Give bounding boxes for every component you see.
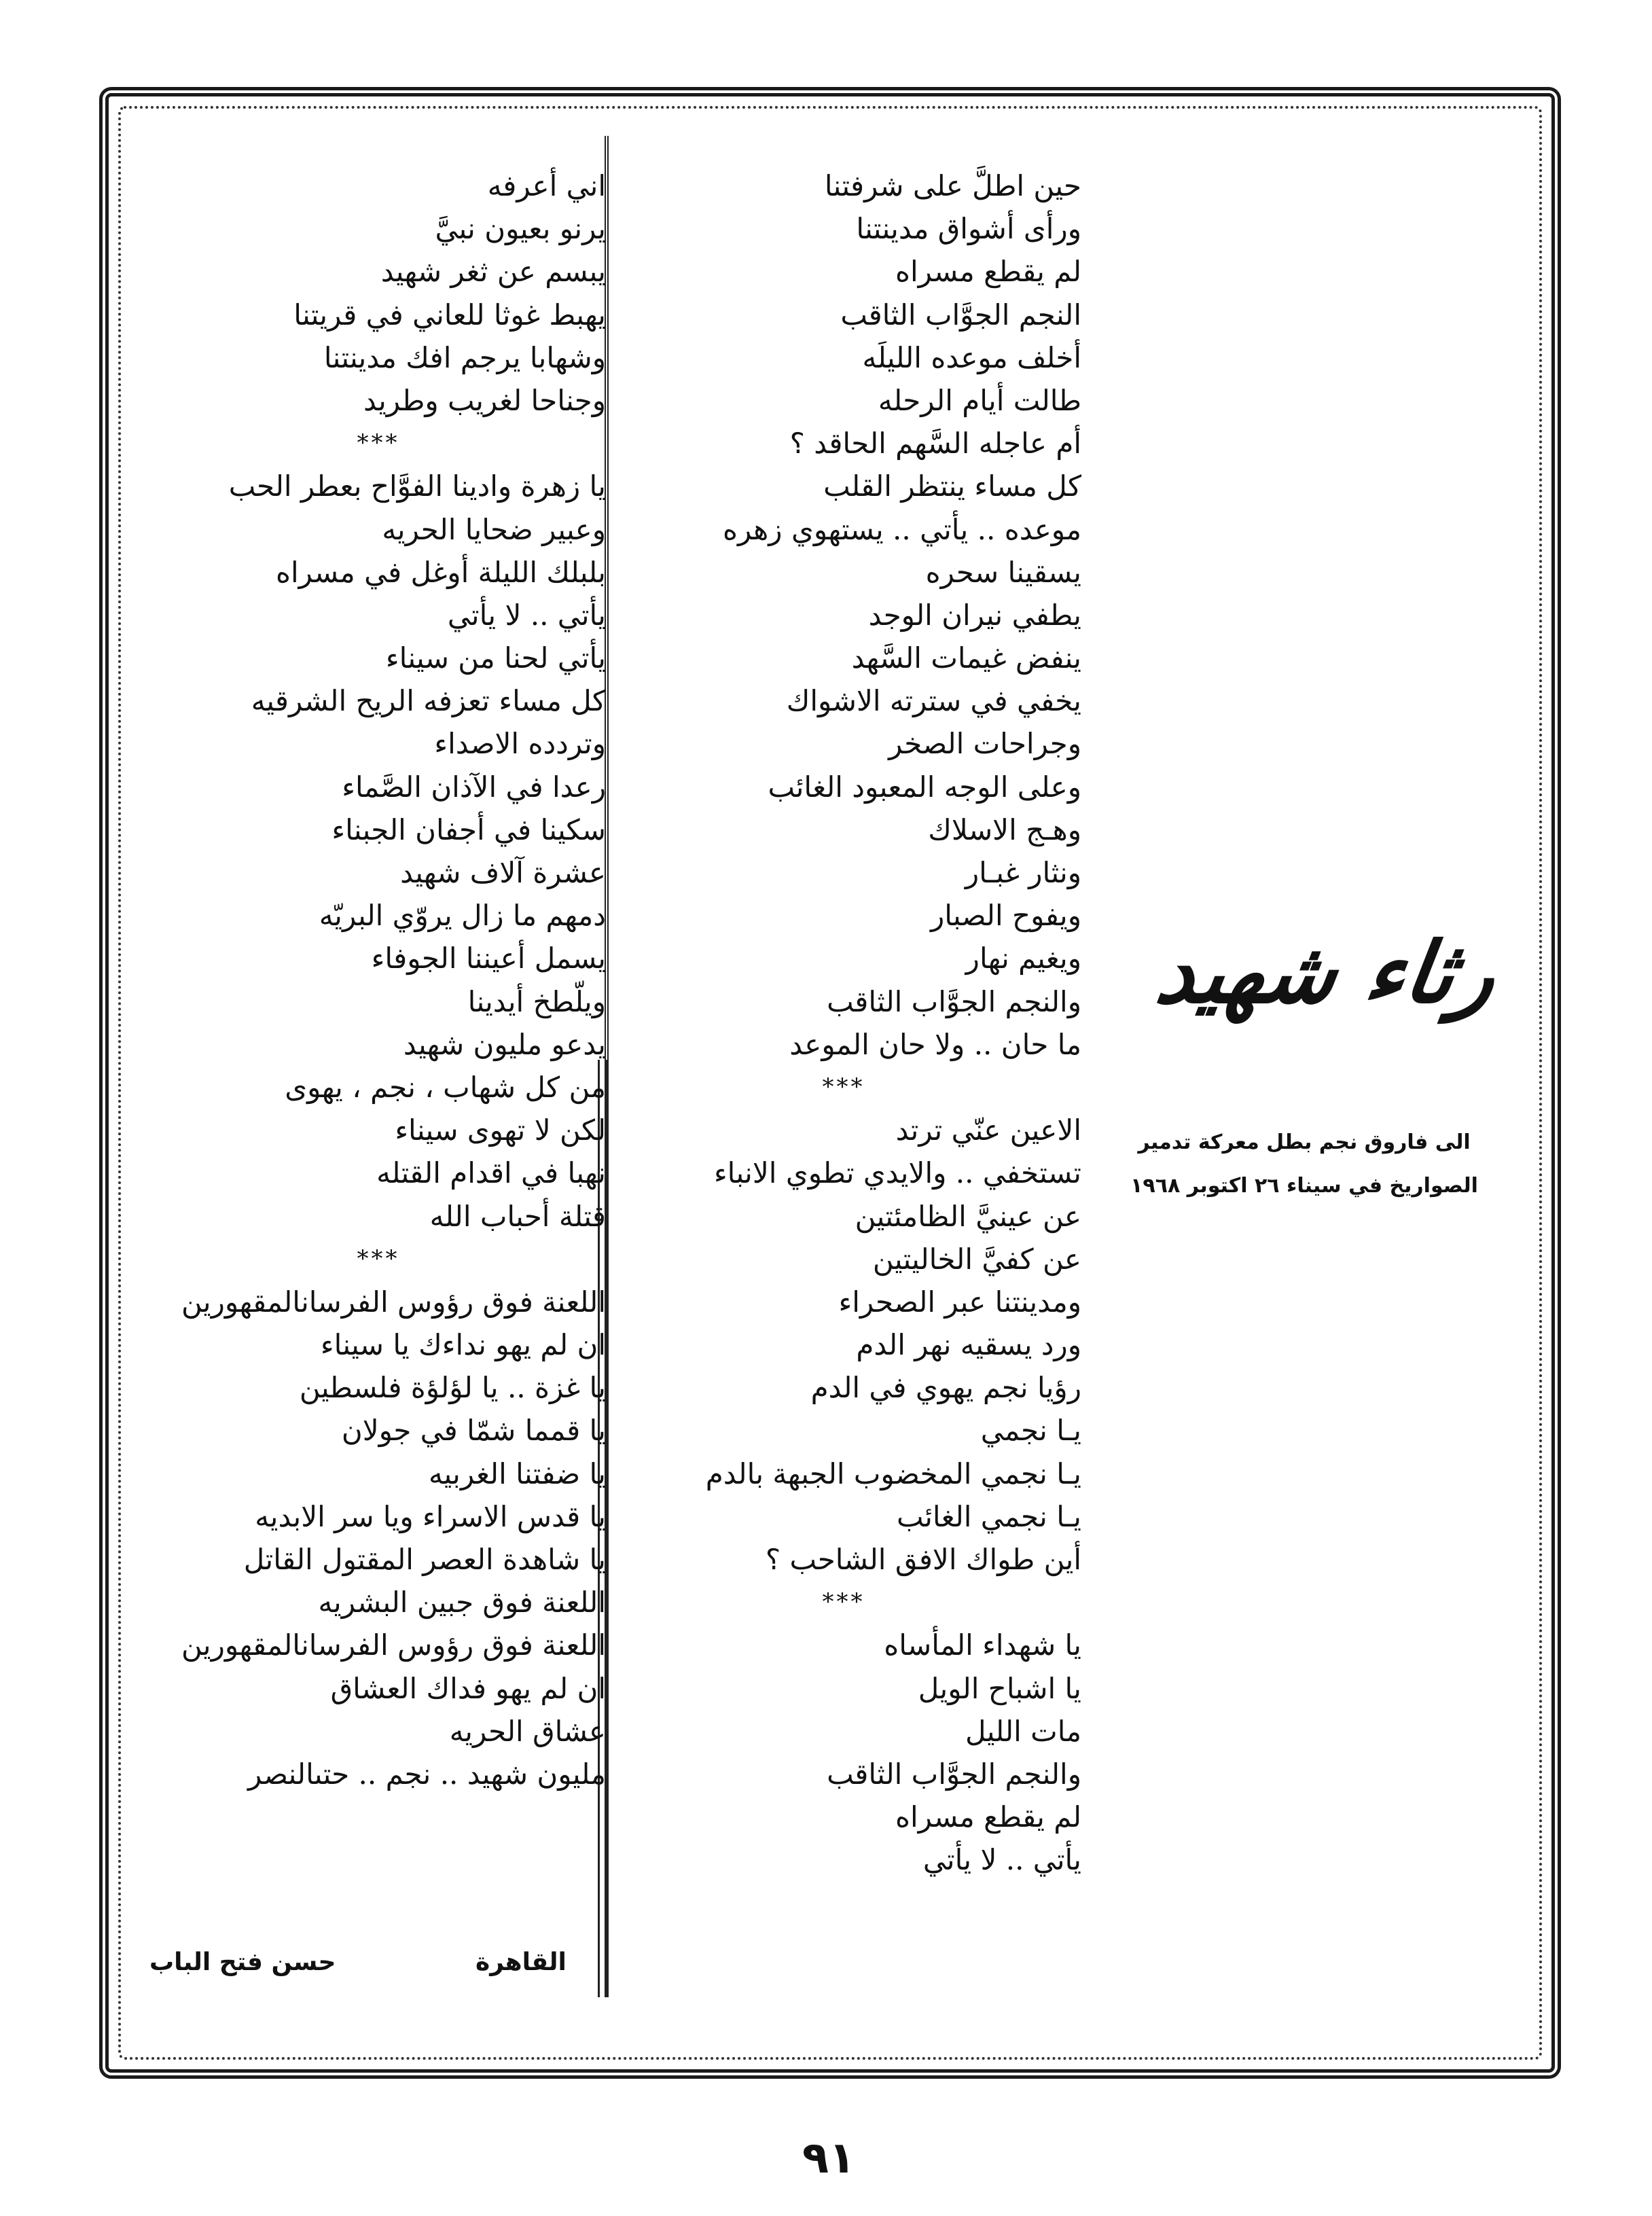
poem-line: يأتي .. لا يأتي bbox=[922, 1843, 1081, 1877]
poem-line: وجراحات الصخر bbox=[888, 727, 1081, 761]
poem-line: وتردده الاصداء bbox=[434, 727, 606, 761]
poem-title: رثاء شهيد bbox=[1150, 924, 1503, 1022]
poem-line: يسمل أعيننا الجوفاء bbox=[371, 942, 606, 976]
poem-line: عشاق الحريه bbox=[449, 1714, 606, 1748]
poem-line: النجم الجوَّاب الثاقب bbox=[840, 298, 1081, 332]
poem-line: ومدينتنا عبر الصحراء bbox=[838, 1285, 1081, 1319]
poem-line: دمهم ما زال يروّي البريّه bbox=[319, 899, 606, 933]
poem-line: وهـج الاسلاك bbox=[928, 812, 1081, 846]
poem-line: وعبير ضحايا الحريه bbox=[382, 512, 606, 546]
poem-line: طالت أيام الرحله bbox=[878, 383, 1081, 417]
poem-line: والنجم الجوَّاب الثاقب bbox=[827, 1757, 1081, 1791]
poem-line: بلبلك الليلة أوغل في مسراه bbox=[275, 555, 606, 589]
poem-line: يدعو مليون شهيد bbox=[403, 1027, 606, 1061]
poem-line: يا قمما شمّا في جولان bbox=[341, 1414, 606, 1448]
signature-place: القاهرة bbox=[475, 1948, 567, 1976]
poem-line: لم يقطع مسراه bbox=[895, 1800, 1081, 1834]
dedication bbox=[1114, 1121, 1494, 1208]
stanza-separator: *** bbox=[357, 1245, 400, 1272]
poem-column-right bbox=[606, 164, 1081, 1882]
poem-line: عشرة آلاف شهيد bbox=[400, 856, 606, 889]
poem-line: سكينا في أجفان الجبناء bbox=[331, 812, 606, 846]
poem-line: ويلّطخ أيدينا bbox=[467, 984, 606, 1018]
poem-column-middle bbox=[151, 164, 606, 1795]
poem-line: رعدا في الآذان الصَّماء bbox=[342, 770, 606, 804]
poem-line: ويفوح الصبار bbox=[930, 899, 1081, 933]
poem-line: يرنو بعيون نبيَّ bbox=[435, 212, 606, 246]
stanza-separator: *** bbox=[357, 429, 400, 457]
poem-line: أخلف موعده الليلَه bbox=[862, 340, 1081, 374]
stanza-separator: *** bbox=[822, 1588, 865, 1616]
poem-line: يهبط غوثا للعاني في قريتنا bbox=[293, 298, 606, 332]
poem-line: أم عاجله السَّهم الحاقد ؟ bbox=[789, 427, 1081, 461]
poem-line: اللعنة فوق رؤوس الفرسانالمقهورين bbox=[181, 1285, 606, 1319]
poem-line: يا شهداء المأساه bbox=[884, 1628, 1081, 1662]
poem-line: أين طواك الافق الشاحب ؟ bbox=[765, 1543, 1081, 1576]
stanza-separator: *** bbox=[822, 1073, 865, 1101]
poem-line: ينفض غيمات السَّهد bbox=[851, 641, 1081, 675]
poem-line: رؤيا نجم يهوي في الدم bbox=[810, 1371, 1081, 1405]
page-number: ٩١ bbox=[802, 2133, 856, 2183]
poem-line: يا غزة .. يا لؤلؤة فلسطين bbox=[299, 1371, 606, 1405]
poem-line: يخفي في سترته الاشواك bbox=[786, 684, 1081, 718]
poem-line: لم يقطع مسراه bbox=[895, 255, 1081, 289]
poem-line: يا شاهدة العصر المقتول القاتل bbox=[243, 1543, 606, 1576]
poem-line: نهبا في اقدام القتله bbox=[376, 1156, 606, 1190]
poem-line: يأتي لحنا من سيناء bbox=[385, 641, 606, 675]
poem-line: يطفي نيران الوجد bbox=[868, 598, 1081, 632]
poem-line: لكن لا تهوى سيناء bbox=[395, 1113, 606, 1147]
poem-line: اللعنة فوق جبين البشريه bbox=[318, 1586, 606, 1620]
poem-line: ورد يسقيه نهر الدم bbox=[856, 1328, 1081, 1362]
poem-line: يـا نجمي المخضوب الجبهة بالدم bbox=[705, 1457, 1081, 1490]
poem-line: يا قدس الاسراء ويا سر الابديه bbox=[255, 1499, 606, 1533]
poem-line: يا ضفتنا الغربيه bbox=[428, 1457, 606, 1490]
poem-line: يسقينا سحره bbox=[925, 555, 1081, 589]
poem-line: يا اشباح الويل bbox=[918, 1671, 1081, 1705]
poem-line: عن كفيَّ الخاليتين bbox=[872, 1242, 1081, 1276]
poem-line: يا زهرة وادينا الفوَّاح بعطر الحب bbox=[228, 469, 606, 503]
poem-line: وجناحا لغريب وطريد bbox=[363, 383, 606, 417]
poem-line: ما حان .. ولا حان الموعد bbox=[789, 1027, 1081, 1061]
poem-line: يـا نجمي bbox=[980, 1414, 1081, 1448]
poem-line: يـا نجمي الغائب bbox=[896, 1499, 1081, 1533]
poem-line: كل مساء ينتظر القلب bbox=[823, 469, 1081, 503]
poem-line: عن عينيَّ الظامئتين bbox=[855, 1199, 1081, 1233]
poem-line: حين اطلَّ على شرفتنا bbox=[824, 169, 1081, 202]
signature-author: حسن فتح الباب bbox=[149, 1948, 336, 1976]
poem-line: مات الليل bbox=[965, 1714, 1081, 1748]
poem-line: وشهابا يرجم افك مدينتنا bbox=[323, 340, 606, 374]
poem-line: ونثار غبـار bbox=[965, 856, 1081, 889]
poem-line: اني أعرفه bbox=[487, 169, 606, 202]
dedication-line-1: الى فاروق نجم بطل معركة تدمير bbox=[1138, 1130, 1471, 1154]
poem-line: يبسم عن ثغر شهيد bbox=[380, 255, 606, 289]
poem-line: موعده .. يأتي .. يستهوي زهره bbox=[722, 512, 1081, 546]
poem-line: من كل شهاب ، نجم ، يهوى bbox=[285, 1070, 606, 1104]
poem-line: ان لم يهو نداءك يا سيناء bbox=[320, 1328, 606, 1362]
poem-line: قتلة أحباب الله bbox=[429, 1199, 606, 1233]
dedication-line-2: الصواريخ في سيناء ٢٦ اكتوبر ١٩٦٨ bbox=[1130, 1174, 1478, 1198]
poem-line: ويغيم نهار bbox=[965, 942, 1081, 976]
poem-line: مليون شهيد .. نجم .. حتىالنصر bbox=[248, 1757, 606, 1791]
poem-line: والنجم الجوَّاب الثاقب bbox=[827, 984, 1081, 1018]
poem-line: تستخفي .. والايدي تطوي الانباء bbox=[713, 1156, 1081, 1190]
poem-line: كل مساء تعزفه الريح الشرقيه bbox=[251, 684, 606, 718]
poem-line: الاعين عنّي ترتد bbox=[895, 1113, 1081, 1147]
poem-line: ورأى أشواق مدينتنا bbox=[856, 212, 1081, 246]
poem-line: يأتي .. لا يأتي bbox=[447, 598, 606, 632]
poem-line: ان لم يهو فداك العشاق bbox=[330, 1671, 606, 1705]
poem-line: وعلى الوجه المعبود الغائب bbox=[768, 770, 1081, 804]
poem-line: اللعنة فوق رؤوس الفرسانالمقهورين bbox=[181, 1628, 606, 1662]
